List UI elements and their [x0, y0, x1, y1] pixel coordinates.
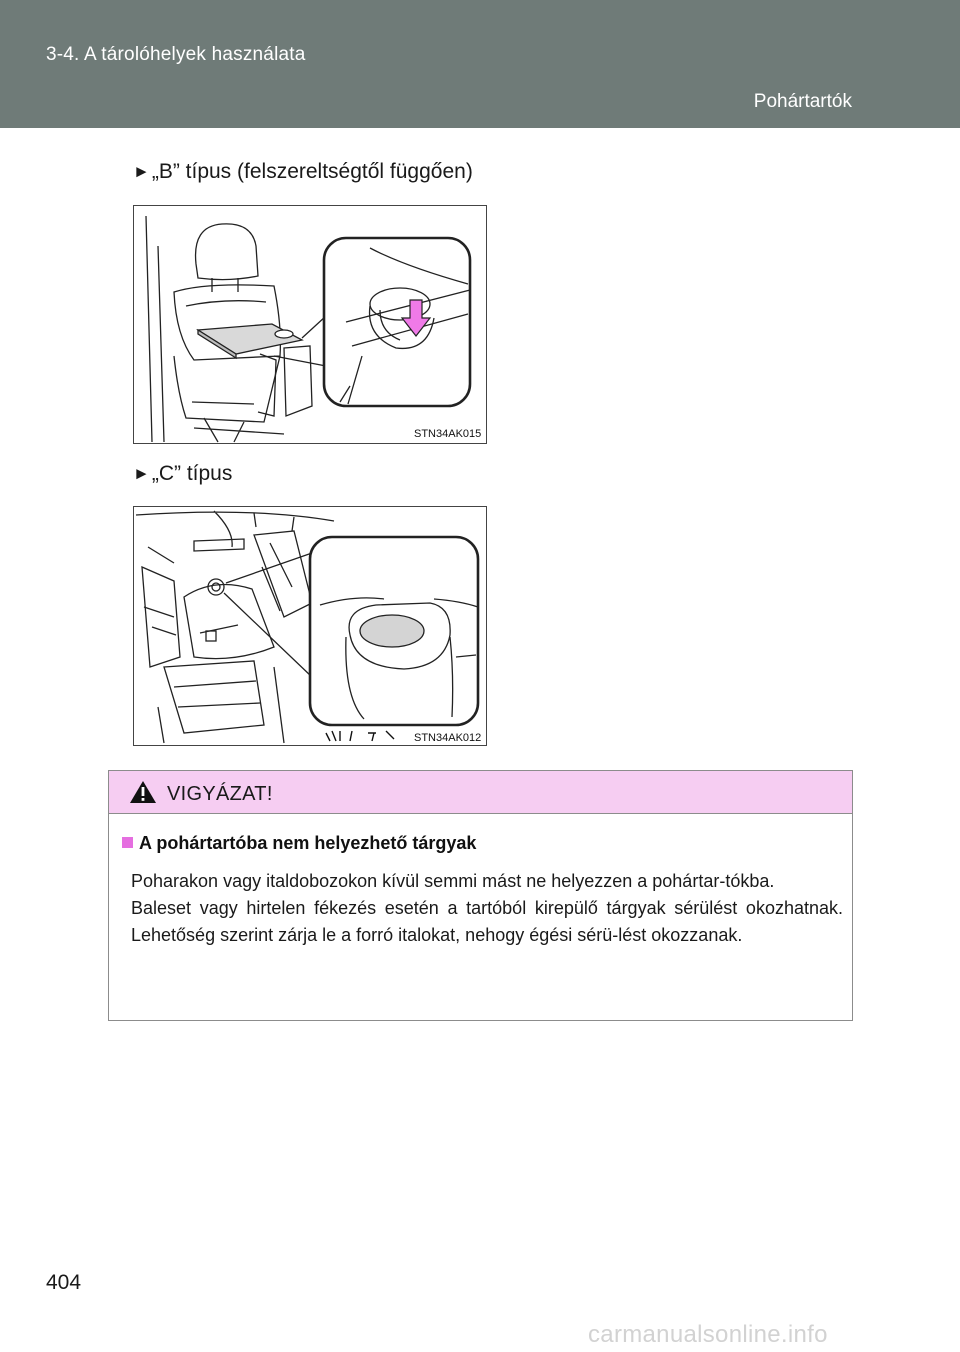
console-cupholder-illustration: [134, 507, 486, 745]
square-bullet-icon: [122, 837, 133, 848]
page-header: [0, 0, 960, 128]
page-number: 404: [46, 1271, 82, 1294]
caution-subheading-text: A pohártartóba nem helyezhető tárgyak: [139, 833, 477, 853]
figure-type-c: [133, 506, 487, 746]
watermark: carmanualsonline.info: [588, 1321, 828, 1348]
caution-subheading: [122, 833, 476, 854]
right-triangle-icon: ►: [133, 464, 150, 483]
figure-c-code: STN34AK012: [414, 732, 482, 744]
section-title: 3-4. A tárolóhelyek használata: [46, 44, 306, 65]
caution-text: [131, 868, 843, 949]
caution-paragraph-2: Baleset vagy hirtelen fékezés esetén a tartóból kirepülő tárgyak sérülést okozhatnak. Lehetőség szerint zárja le a forró italokat, nehogy égési sérü-lést okozzanak.: [131, 898, 843, 945]
seat-tray-illustration: [134, 206, 486, 443]
figure-b-code: STN34AK015: [414, 428, 482, 440]
variant-c-label-text: „C” típus: [151, 462, 233, 485]
variant-b-label-text: „B” típus (felszereltségtől függően): [151, 160, 473, 183]
variant-c-label: [133, 462, 232, 486]
caution-box: [108, 770, 853, 1021]
variant-b-label: [133, 160, 473, 184]
caution-paragraph-1: Poharakon vagy italdobozokon kívül semmi mást ne helyezzen a pohártar-tókba.: [131, 871, 775, 891]
figure-type-b: [133, 205, 487, 444]
subsection-title: Pohártartók: [753, 91, 852, 112]
right-triangle-icon: ►: [133, 162, 150, 181]
caution-header: [109, 771, 852, 814]
warning-triangle-icon: [129, 780, 157, 804]
caution-title: VIGYÁZAT!: [167, 783, 273, 805]
